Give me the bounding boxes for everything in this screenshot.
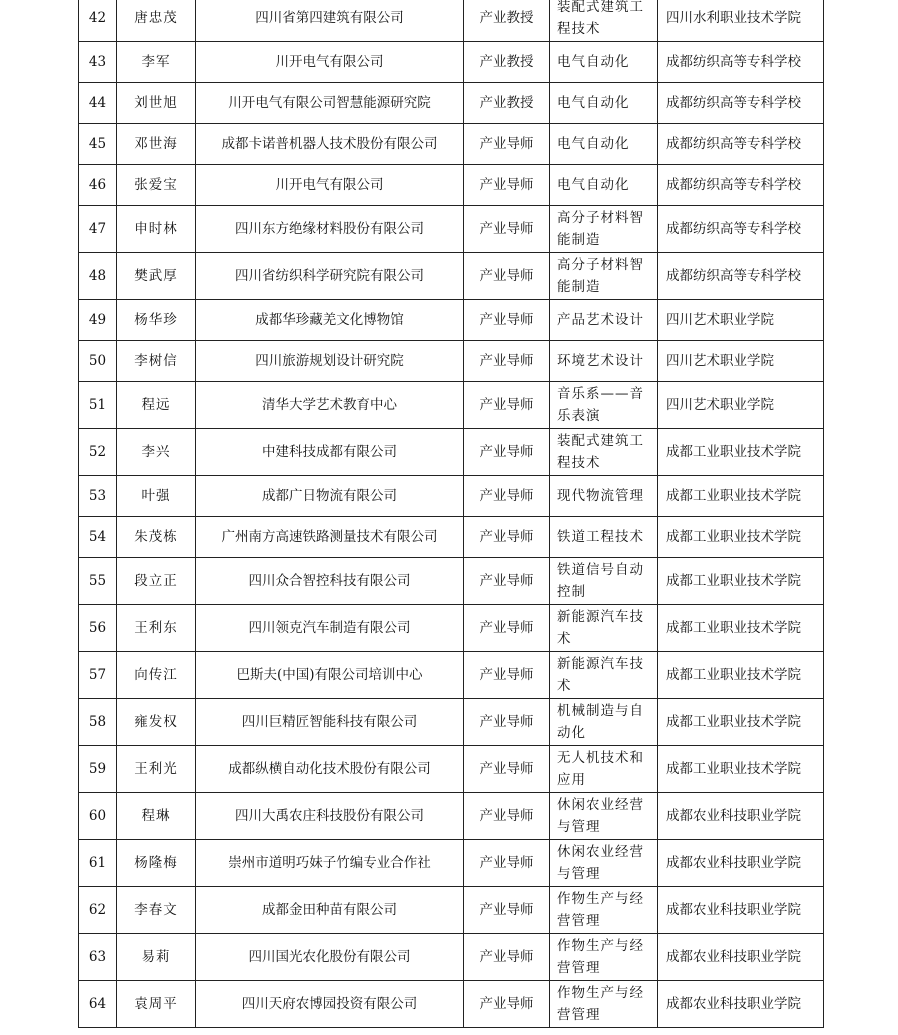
- title-cell: 产业导师: [464, 253, 550, 300]
- organization-cell: 四川天府农博园投资有限公司: [196, 981, 464, 1028]
- table-row: [79, 746, 824, 793]
- name-cell: 李兴: [117, 429, 196, 476]
- major-cell: 音乐系——音乐表演: [550, 382, 658, 429]
- row-number-cell: 55: [79, 558, 117, 605]
- major-cell: 作物生产与经营管理: [550, 934, 658, 981]
- table-row: [79, 300, 824, 341]
- school-cell: 成都农业科技职业学院: [658, 981, 824, 1028]
- organization-cell: 四川大禹农庄科技股份有限公司: [196, 793, 464, 840]
- title-cell: 产业导师: [464, 840, 550, 887]
- organization-cell: 清华大学艺术教育中心: [196, 382, 464, 429]
- major-cell: 机械制造与自动化: [550, 699, 658, 746]
- name-cell: 程琳: [117, 793, 196, 840]
- title-cell: 产业导师: [464, 165, 550, 206]
- table-row: [79, 253, 824, 300]
- school-cell: 成都工业职业技术学院: [658, 746, 824, 793]
- organization-cell: 广州南方高速铁路测量技术有限公司: [196, 517, 464, 558]
- major-cell: 电气自动化: [550, 83, 658, 124]
- organization-cell: 中建科技成都有限公司: [196, 429, 464, 476]
- row-number-cell: 53: [79, 476, 117, 517]
- school-cell: 四川艺术职业学院: [658, 300, 824, 341]
- organization-cell: 川开电气有限公司: [196, 42, 464, 83]
- row-number-cell: 44: [79, 83, 117, 124]
- name-cell: 段立正: [117, 558, 196, 605]
- table-row: [79, 699, 824, 746]
- major-cell: 无人机技术和应用: [550, 746, 658, 793]
- organization-cell: 四川领克汽车制造有限公司: [196, 605, 464, 652]
- name-cell: 唐忠茂: [117, 0, 196, 42]
- major-cell: 电气自动化: [550, 165, 658, 206]
- organization-cell: 巴斯夫(中国)有限公司培训中心: [196, 652, 464, 699]
- school-cell: 成都工业职业技术学院: [658, 476, 824, 517]
- school-cell: 成都农业科技职业学院: [658, 934, 824, 981]
- organization-cell: 成都华珍藏羌文化博物馆: [196, 300, 464, 341]
- table-row: [79, 558, 824, 605]
- row-number-cell: 42: [79, 0, 117, 42]
- table-row: [79, 83, 824, 124]
- row-number-cell: 61: [79, 840, 117, 887]
- row-number-cell: 58: [79, 699, 117, 746]
- row-number-cell: 49: [79, 300, 117, 341]
- school-cell: 成都农业科技职业学院: [658, 887, 824, 934]
- school-cell: 成都农业科技职业学院: [658, 840, 824, 887]
- major-cell: 作物生产与经营管理: [550, 981, 658, 1028]
- table-row: [79, 517, 824, 558]
- school-cell: 成都纺织高等专科学校: [658, 206, 824, 253]
- row-number-cell: 52: [79, 429, 117, 476]
- major-cell: 休闲农业经营与管理: [550, 840, 658, 887]
- row-number-cell: 54: [79, 517, 117, 558]
- table-row: [79, 652, 824, 699]
- school-cell: 成都工业职业技术学院: [658, 699, 824, 746]
- major-cell: 产品艺术设计: [550, 300, 658, 341]
- name-cell: 王利东: [117, 605, 196, 652]
- organization-cell: 四川国光农化股份有限公司: [196, 934, 464, 981]
- title-cell: 产业导师: [464, 746, 550, 793]
- school-cell: 成都纺织高等专科学校: [658, 124, 824, 165]
- row-number-cell: 45: [79, 124, 117, 165]
- title-cell: 产业导师: [464, 206, 550, 253]
- table-row: [79, 0, 824, 42]
- name-cell: 向传江: [117, 652, 196, 699]
- table-row: [79, 165, 824, 206]
- row-number-cell: 48: [79, 253, 117, 300]
- name-cell: 杨隆梅: [117, 840, 196, 887]
- row-number-cell: 62: [79, 887, 117, 934]
- table-row: [79, 124, 824, 165]
- major-cell: 装配式建筑工程技术: [550, 429, 658, 476]
- title-cell: 产业教授: [464, 42, 550, 83]
- table-row: [79, 793, 824, 840]
- row-number-cell: 64: [79, 981, 117, 1028]
- organization-cell: 崇州市道明巧妹子竹编专业合作社: [196, 840, 464, 887]
- organization-cell: 成都金田种苗有限公司: [196, 887, 464, 934]
- table-row: [79, 341, 824, 382]
- title-cell: 产业导师: [464, 652, 550, 699]
- roster-table-body: [79, 0, 824, 1028]
- organization-cell: 四川东方绝缘材料股份有限公司: [196, 206, 464, 253]
- title-cell: 产业导师: [464, 124, 550, 165]
- major-cell: 新能源汽车技术: [550, 652, 658, 699]
- school-cell: 四川水利职业技术学院: [658, 0, 824, 42]
- organization-cell: 川开电气有限公司智慧能源研究院: [196, 83, 464, 124]
- table-row: [79, 476, 824, 517]
- organization-cell: 成都广日物流有限公司: [196, 476, 464, 517]
- organization-cell: 四川巨精匠智能科技有限公司: [196, 699, 464, 746]
- major-cell: 休闲农业经营与管理: [550, 793, 658, 840]
- major-cell: 环境艺术设计: [550, 341, 658, 382]
- name-cell: 杨华珍: [117, 300, 196, 341]
- school-cell: 成都纺织高等专科学校: [658, 165, 824, 206]
- school-cell: 成都纺织高等专科学校: [658, 42, 824, 83]
- major-cell: 电气自动化: [550, 42, 658, 83]
- name-cell: 申时林: [117, 206, 196, 253]
- table-row: [79, 42, 824, 83]
- major-cell: 作物生产与经营管理: [550, 887, 658, 934]
- name-cell: 李树信: [117, 341, 196, 382]
- name-cell: 朱茂栋: [117, 517, 196, 558]
- school-cell: 成都纺织高等专科学校: [658, 83, 824, 124]
- major-cell: 铁道工程技术: [550, 517, 658, 558]
- table-row: [79, 840, 824, 887]
- school-cell: 四川艺术职业学院: [658, 382, 824, 429]
- row-number-cell: 47: [79, 206, 117, 253]
- row-number-cell: 56: [79, 605, 117, 652]
- school-cell: 成都工业职业技术学院: [658, 652, 824, 699]
- title-cell: 产业导师: [464, 934, 550, 981]
- row-number-cell: 59: [79, 746, 117, 793]
- major-cell: 电气自动化: [550, 124, 658, 165]
- table-row: [79, 887, 824, 934]
- row-number-cell: 57: [79, 652, 117, 699]
- major-cell: 新能源汽车技术: [550, 605, 658, 652]
- organization-cell: 成都纵横自动化技术股份有限公司: [196, 746, 464, 793]
- row-number-cell: 46: [79, 165, 117, 206]
- title-cell: 产业导师: [464, 699, 550, 746]
- school-cell: 成都工业职业技术学院: [658, 517, 824, 558]
- title-cell: 产业导师: [464, 887, 550, 934]
- school-cell: 成都工业职业技术学院: [658, 605, 824, 652]
- major-cell: 现代物流管理: [550, 476, 658, 517]
- row-number-cell: 51: [79, 382, 117, 429]
- major-cell: 高分子材料智能制造: [550, 206, 658, 253]
- title-cell: 产业教授: [464, 0, 550, 42]
- title-cell: 产业导师: [464, 429, 550, 476]
- major-cell: 装配式建筑工程技术: [550, 0, 658, 42]
- organization-cell: 成都卡诺普机器人技术股份有限公司: [196, 124, 464, 165]
- school-cell: 成都农业科技职业学院: [658, 793, 824, 840]
- name-cell: 邓世海: [117, 124, 196, 165]
- school-cell: 四川艺术职业学院: [658, 341, 824, 382]
- name-cell: 王利光: [117, 746, 196, 793]
- table-row: [79, 429, 824, 476]
- title-cell: 产业导师: [464, 517, 550, 558]
- major-cell: 高分子材料智能制造: [550, 253, 658, 300]
- title-cell: 产业导师: [464, 341, 550, 382]
- major-cell: 铁道信号自动控制: [550, 558, 658, 605]
- name-cell: 程远: [117, 382, 196, 429]
- name-cell: 刘世旭: [117, 83, 196, 124]
- table-row: [79, 934, 824, 981]
- school-cell: 成都纺织高等专科学校: [658, 253, 824, 300]
- name-cell: 张爱宝: [117, 165, 196, 206]
- title-cell: 产业导师: [464, 558, 550, 605]
- name-cell: 袁周平: [117, 981, 196, 1028]
- row-number-cell: 63: [79, 934, 117, 981]
- title-cell: 产业导师: [464, 300, 550, 341]
- organization-cell: 四川众合智控科技有限公司: [196, 558, 464, 605]
- row-number-cell: 60: [79, 793, 117, 840]
- table-row: [79, 206, 824, 253]
- name-cell: 易莉: [117, 934, 196, 981]
- table-row: [79, 605, 824, 652]
- organization-cell: 四川省第四建筑有限公司: [196, 0, 464, 42]
- row-number-cell: 43: [79, 42, 117, 83]
- title-cell: 产业导师: [464, 605, 550, 652]
- organization-cell: 四川省纺织科学研究院有限公司: [196, 253, 464, 300]
- name-cell: 李军: [117, 42, 196, 83]
- name-cell: 雍发权: [117, 699, 196, 746]
- table-row: [79, 981, 824, 1028]
- school-cell: 成都工业职业技术学院: [658, 558, 824, 605]
- title-cell: 产业教授: [464, 83, 550, 124]
- table-row: [79, 382, 824, 429]
- name-cell: 李春文: [117, 887, 196, 934]
- row-number-cell: 50: [79, 341, 117, 382]
- name-cell: 樊武厚: [117, 253, 196, 300]
- name-cell: 叶强: [117, 476, 196, 517]
- title-cell: 产业导师: [464, 476, 550, 517]
- organization-cell: 川开电气有限公司: [196, 165, 464, 206]
- organization-cell: 四川旅游规划设计研究院: [196, 341, 464, 382]
- school-cell: 成都工业职业技术学院: [658, 429, 824, 476]
- title-cell: 产业导师: [464, 382, 550, 429]
- title-cell: 产业导师: [464, 981, 550, 1028]
- title-cell: 产业导师: [464, 793, 550, 840]
- mentor-roster-table: [78, 0, 824, 1028]
